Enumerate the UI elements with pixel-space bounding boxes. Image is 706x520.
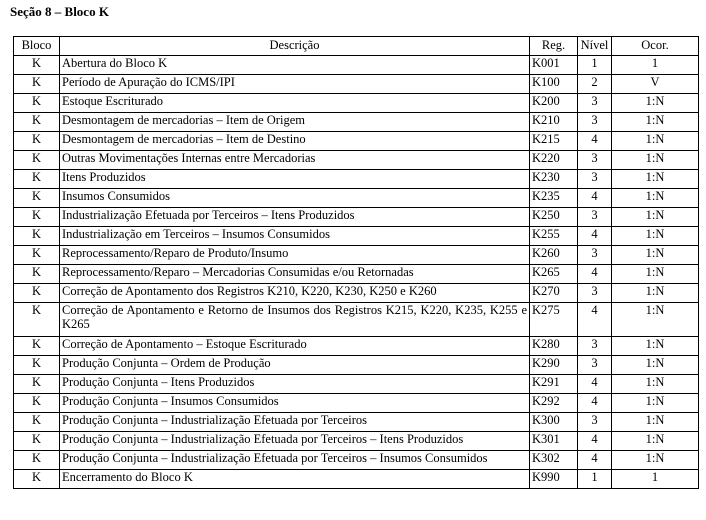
cell-ocor: 1:N: [612, 303, 699, 337]
cell-nivel: 3: [578, 151, 612, 170]
cell-reg: K200: [530, 94, 578, 113]
cell-ocor: 1:N: [612, 432, 699, 451]
table-row: [14, 337, 699, 356]
cell-reg: K260: [530, 246, 578, 265]
cell-bloco: K: [14, 246, 60, 265]
cell-reg: K301: [530, 432, 578, 451]
cell-nivel: 1: [578, 470, 612, 489]
table-row: [14, 451, 699, 470]
cell-reg: K250: [530, 208, 578, 227]
table-row: [14, 394, 699, 413]
cell-reg: K275: [530, 303, 578, 337]
cell-nivel: 4: [578, 189, 612, 208]
cell-ocor: 1:N: [612, 394, 699, 413]
cell-ocor: 1:N: [612, 208, 699, 227]
cell-reg: K302: [530, 451, 578, 470]
cell-reg: K235: [530, 189, 578, 208]
cell-ocor: 1:N: [612, 132, 699, 151]
cell-ocor: 1:N: [612, 246, 699, 265]
cell-ocor: 1:N: [612, 151, 699, 170]
header-nivel: Nível: [578, 37, 612, 56]
table-row: [14, 132, 699, 151]
cell-bloco: K: [14, 189, 60, 208]
cell-nivel: 3: [578, 356, 612, 375]
cell-bloco: K: [14, 432, 60, 451]
cell-bloco: K: [14, 56, 60, 75]
cell-reg: K265: [530, 265, 578, 284]
cell-nivel: 4: [578, 394, 612, 413]
cell-nivel: 3: [578, 337, 612, 356]
cell-descricao: Itens Produzidos: [60, 170, 530, 189]
cell-descricao: Insumos Consumidos: [60, 189, 530, 208]
cell-nivel: 4: [578, 451, 612, 470]
cell-bloco: K: [14, 337, 60, 356]
cell-ocor: 1:N: [612, 189, 699, 208]
cell-descricao: Desmontagem de mercadorias – Item de Destino: [60, 132, 530, 151]
cell-descricao: Produção Conjunta – Industrialização Efetuada por Terceiros – Insumos Consumidos: [60, 451, 530, 470]
cell-descricao: Correção de Apontamento dos Registros K210, K220, K230, K250 e K260: [60, 284, 530, 303]
cell-descricao: Reprocessamento/Reparo – Mercadorias Consumidas e/ou Retornadas: [60, 265, 530, 284]
table-row: [14, 265, 699, 284]
cell-bloco: K: [14, 265, 60, 284]
cell-ocor: V: [612, 75, 699, 94]
cell-reg: K100: [530, 75, 578, 94]
cell-descricao: Produção Conjunta – Industrialização Efetuada por Terceiros: [60, 413, 530, 432]
cell-ocor: 1:N: [612, 356, 699, 375]
table-row: [14, 113, 699, 132]
cell-nivel: 3: [578, 246, 612, 265]
cell-nivel: 4: [578, 432, 612, 451]
cell-bloco: K: [14, 413, 60, 432]
cell-nivel: 4: [578, 132, 612, 151]
cell-ocor: 1:N: [612, 227, 699, 246]
cell-ocor: 1:N: [612, 94, 699, 113]
cell-nivel: 4: [578, 227, 612, 246]
header-bloco: Bloco: [14, 37, 60, 56]
table-row: [14, 170, 699, 189]
table-row: [14, 375, 699, 394]
cell-nivel: 4: [578, 375, 612, 394]
cell-descricao: Reprocessamento/Reparo de Produto/Insumo: [60, 246, 530, 265]
cell-bloco: K: [14, 170, 60, 189]
cell-reg: K292: [530, 394, 578, 413]
cell-descricao: Produção Conjunta – Industrialização Efetuada por Terceiros – Itens Produzidos: [60, 432, 530, 451]
cell-ocor: 1: [612, 470, 699, 489]
cell-ocor: 1:N: [612, 284, 699, 303]
table-row: [14, 356, 699, 375]
cell-reg: K255: [530, 227, 578, 246]
cell-descricao: Produção Conjunta – Itens Produzidos: [60, 375, 530, 394]
cell-ocor: 1:N: [612, 413, 699, 432]
cell-reg: K290: [530, 356, 578, 375]
table-row: [14, 303, 699, 337]
cell-nivel: 1: [578, 56, 612, 75]
cell-bloco: K: [14, 451, 60, 470]
cell-nivel: 4: [578, 265, 612, 284]
section-title: Seção 8 – Bloco K: [10, 4, 109, 19]
table-row: [14, 246, 699, 265]
table-row: [14, 94, 699, 113]
cell-bloco: K: [14, 151, 60, 170]
cell-nivel: 3: [578, 413, 612, 432]
cell-ocor: 1:N: [612, 451, 699, 470]
cell-reg: K230: [530, 170, 578, 189]
cell-ocor: 1:N: [612, 113, 699, 132]
cell-bloco: K: [14, 375, 60, 394]
cell-bloco: K: [14, 227, 60, 246]
cell-reg: K001: [530, 56, 578, 75]
table-row: [14, 413, 699, 432]
cell-bloco: K: [14, 394, 60, 413]
cell-descricao: Desmontagem de mercadorias – Item de Origem: [60, 113, 530, 132]
cell-reg: K220: [530, 151, 578, 170]
cell-ocor: 1:N: [612, 375, 699, 394]
cell-descricao: Outras Movimentações Internas entre Mercadorias: [60, 151, 530, 170]
cell-ocor: 1:N: [612, 170, 699, 189]
cell-reg: K990: [530, 470, 578, 489]
cell-descricao: Correção de Apontamento e Retorno de Insumos dos Registros K215, K220, K235, K255 e K265: [60, 303, 530, 337]
cell-ocor: 1:N: [612, 337, 699, 356]
cell-nivel: 3: [578, 170, 612, 189]
cell-descricao: Correção de Apontamento – Estoque Escriturado: [60, 337, 530, 356]
table-row: [14, 151, 699, 170]
header-descricao: Descrição: [60, 37, 530, 56]
cell-bloco: K: [14, 132, 60, 151]
cell-bloco: K: [14, 113, 60, 132]
table-row: [14, 56, 699, 75]
table-row: [14, 432, 699, 451]
cell-descricao: Período de Apuração do ICMS/IPI: [60, 75, 530, 94]
cell-descricao: Estoque Escriturado: [60, 94, 530, 113]
table-row: [14, 470, 699, 489]
cell-descricao: Produção Conjunta – Ordem de Produção: [60, 356, 530, 375]
cell-ocor: 1: [612, 56, 699, 75]
cell-bloco: K: [14, 75, 60, 94]
cell-descricao: Produção Conjunta – Insumos Consumidos: [60, 394, 530, 413]
cell-reg: K215: [530, 132, 578, 151]
cell-nivel: 3: [578, 113, 612, 132]
table-header-row: [14, 37, 699, 56]
cell-reg: K291: [530, 375, 578, 394]
cell-nivel: 4: [578, 303, 612, 337]
cell-bloco: K: [14, 284, 60, 303]
table-row: [14, 227, 699, 246]
cell-nivel: 3: [578, 208, 612, 227]
cell-reg: K280: [530, 337, 578, 356]
cell-descricao: Encerramento do Bloco K: [60, 470, 530, 489]
cell-nivel: 3: [578, 284, 612, 303]
cell-descricao: Industrialização Efetuada por Terceiros – Itens Produzidos: [60, 208, 530, 227]
cell-bloco: K: [14, 356, 60, 375]
cell-bloco: K: [14, 94, 60, 113]
cell-bloco: K: [14, 303, 60, 337]
bloco-k-table: [13, 36, 699, 489]
cell-reg: K210: [530, 113, 578, 132]
cell-bloco: K: [14, 208, 60, 227]
cell-bloco: K: [14, 470, 60, 489]
table-row: [14, 208, 699, 227]
cell-reg: K270: [530, 284, 578, 303]
table-row: [14, 284, 699, 303]
cell-descricao: Industrialização em Terceiros – Insumos Consumidos: [60, 227, 530, 246]
cell-reg: K300: [530, 413, 578, 432]
cell-nivel: 3: [578, 94, 612, 113]
table-row: [14, 189, 699, 208]
cell-nivel: 2: [578, 75, 612, 94]
header-reg: Reg.: [530, 37, 578, 56]
header-ocor: Ocor.: [612, 37, 699, 56]
cell-descricao: Abertura do Bloco K: [60, 56, 530, 75]
cell-ocor: 1:N: [612, 265, 699, 284]
table-row: [14, 75, 699, 94]
